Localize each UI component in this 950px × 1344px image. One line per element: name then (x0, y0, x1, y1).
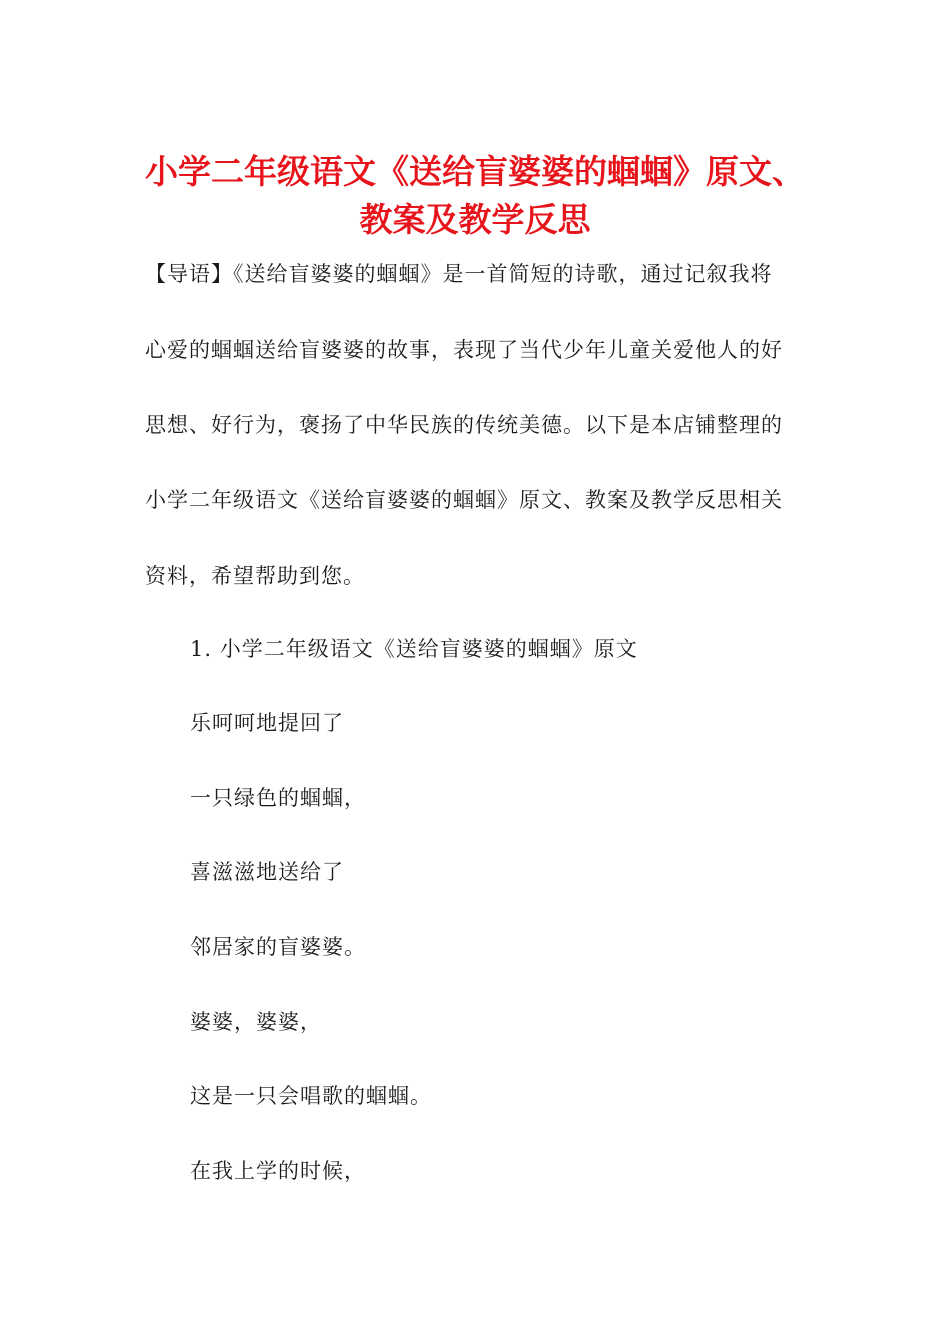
intro-line: 小学二年级语文《送给盲婆婆的蝈蝈》原文、教案及教学反思相关 (145, 488, 783, 512)
document-title-line-1: 小学二年级语文《送给盲婆婆的蝈蝈》原文、 (145, 152, 805, 191)
intro-line: 思想、好行为，褒扬了中华民族的传统美德。以下是本店铺整理的 (145, 413, 783, 437)
document-title-line-2: 教案及教学反思 (359, 200, 591, 239)
poem-line: 婆婆，婆婆， (190, 1010, 322, 1034)
poem-line: 乐呵呵地提回了 (190, 711, 344, 735)
poem-line: 邻居家的盲婆婆。 (190, 935, 366, 959)
poem-line: 一只绿色的蝈蝈， (190, 786, 366, 810)
poem-line: 喜滋滋地送给了 (190, 860, 344, 884)
intro-line: 资料，希望帮助到您。 (145, 564, 365, 588)
intro-line: 心爱的蝈蝈送给盲婆婆的故事，表现了当代少年儿童关爱他人的好 (145, 338, 783, 362)
intro-line: 【导语】《送给盲婆婆的蝈蝈》是一首简短的诗歌，通过记叙我将 (145, 262, 773, 286)
poem-line: 在我上学的时候， (190, 1159, 366, 1183)
section-heading: 1. 小学二年级语文《送给盲婆婆的蝈蝈》原文 (190, 637, 638, 661)
poem-line: 这是一只会唱歌的蝈蝈。 (190, 1084, 432, 1108)
